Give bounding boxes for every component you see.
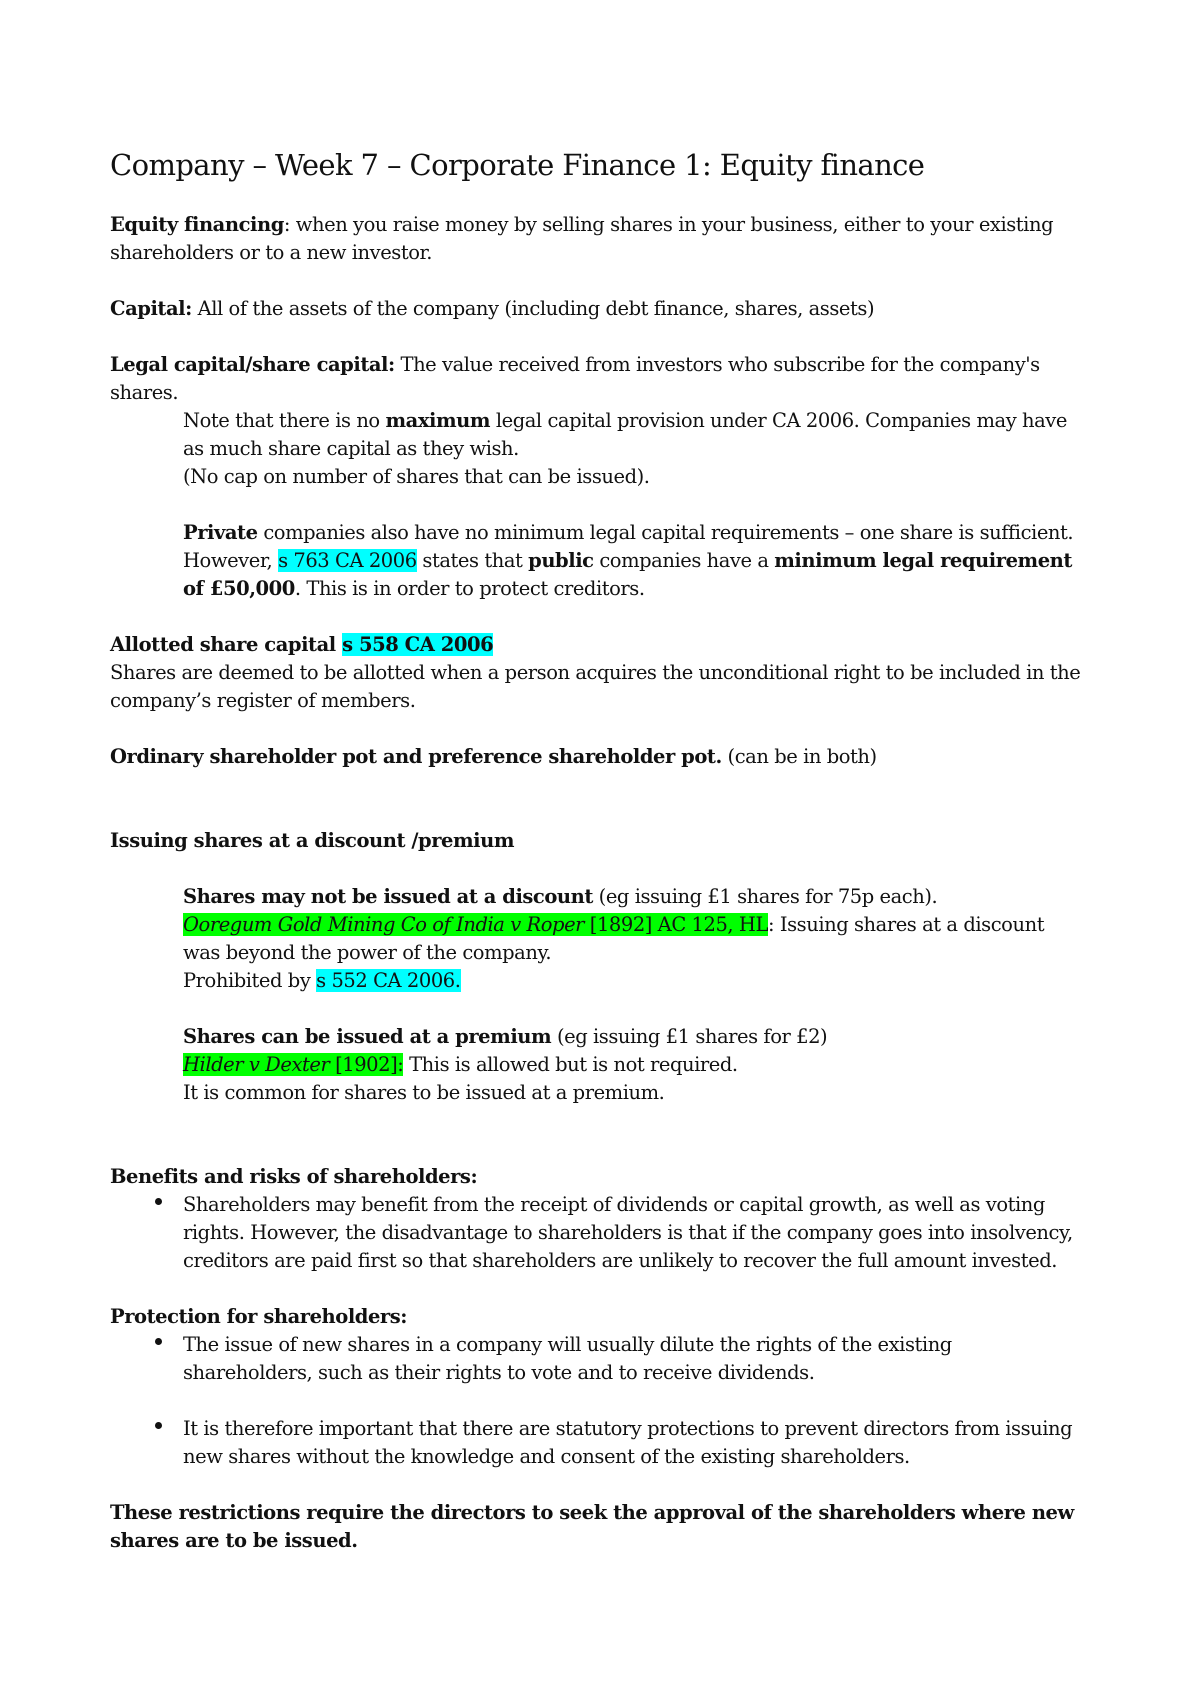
capital-line: [110, 295, 874, 323]
statute-citation-s763: s 763 CA 2006: [278, 549, 417, 572]
legal-capital-term: Legal capital/share capital:: [110, 353, 395, 376]
equity-financing-definition: : when you raise money by selling shares in your business, either to your existing: [283, 213, 1054, 236]
legal-note-line-3: (No cap on number of shares that can be issued).: [183, 465, 650, 488]
bullet-dot: [155, 1198, 162, 1205]
discount-rule: Shares may not be issued at a discount: [183, 885, 593, 908]
minimum-amount: of £50,000: [183, 577, 295, 600]
protection-bullet-1-line-2: shareholders, such as their rights to vote and to receive dividends.: [183, 1361, 815, 1384]
case-name-ooregum: Ooregum Gold Mining Co of India v Roper: [183, 913, 585, 936]
protection-heading: [110, 1303, 407, 1331]
restrictions-line-1: [110, 1499, 1074, 1527]
equity-financing-term: Equity financing: [110, 213, 284, 236]
hilder-case-line: [183, 1051, 738, 1079]
benefits-bullet-line-2: rights. However, the disadvantage to shareholders is that if the company goes into insolvency,: [183, 1221, 1073, 1244]
premium-common-line: It is common for shares to be issued at a premium.: [183, 1081, 665, 1104]
ordinary-pot-term: Ordinary shareholder pot and preference shareholder pot.: [110, 745, 722, 768]
issuing-heading: [110, 827, 514, 855]
bullet-dot: [155, 1422, 162, 1429]
legal-capital-line-1: [110, 351, 1040, 379]
allotted-term: Allotted share capital: [110, 633, 343, 656]
equity-financing-line-2: shareholders or to a new investor.: [110, 241, 432, 264]
capital-term: Capital:: [110, 297, 192, 320]
ooregum-holding: : Issuing shares at a discount: [767, 913, 1045, 936]
legal-note-text: legal capital provision under CA 2006. Companies may have: [490, 409, 1067, 432]
prohibited-line: [183, 967, 461, 995]
ooregum-case-line: [183, 911, 1044, 939]
private-text: . This is in order to protect creditors.: [294, 577, 645, 600]
legal-capital-definition: The value received from investors who subscribe for the company's: [394, 353, 1040, 376]
prohibited-text: Prohibited by: [183, 969, 317, 992]
legal-note-line-1: [183, 407, 1067, 435]
allotted-heading: [110, 631, 493, 659]
restrictions-text: These restrictions require the directors to seek the approval of the shareholders where new: [110, 1501, 1074, 1524]
issuing-heading-text: Issuing shares at a discount /premium: [110, 829, 515, 852]
protection-bullet-2-line-1: It is therefore important that there are statutory protections to prevent directors from issuing: [183, 1417, 1073, 1440]
legal-note-emphasis: maximum: [385, 409, 491, 432]
minimum-requirement-term: minimum legal requirement: [774, 549, 1072, 572]
ordinary-pot-line: [110, 743, 877, 771]
allotted-line-2: company’s register of members.: [110, 689, 416, 712]
ooregum-line-2: was beyond the power of the company.: [183, 941, 552, 964]
private-companies-line-3: [183, 575, 645, 603]
benefits-bullet-line-3: creditors are paid first so that shareholders are unlikely to recover the full amount invested.: [183, 1249, 1057, 1272]
hilder-holding: This is allowed but is not required.: [403, 1053, 738, 1076]
discount-line: [183, 883, 937, 911]
restrictions-text: shares are to be issued.: [110, 1529, 358, 1552]
private-text: companies have a: [593, 549, 775, 572]
case-citation-hilder: [183, 1053, 403, 1076]
equity-financing-line-1: [110, 211, 1053, 239]
premium-line: [183, 1023, 827, 1051]
ordinary-pot-note: (can be in both): [721, 745, 877, 768]
premium-example: (eg issuing £1 shares for £2): [551, 1025, 828, 1048]
private-companies-line-1: [183, 519, 1073, 547]
private-text: companies also have no minimum legal capital requirements – one share is sufficient.: [257, 521, 1074, 544]
allotted-line-1: Shares are deemed to be allotted when a person acquires the unconditional right to be included in the: [110, 661, 1081, 684]
protection-heading-text: Protection for shareholders:: [110, 1305, 408, 1328]
protection-bullet-2-line-2: new shares without the knowledge and consent of the existing shareholders.: [183, 1445, 910, 1468]
benefits-bullet-line-1: Shareholders may benefit from the receipt of dividends or capital growth, as well as voting: [183, 1193, 1045, 1216]
page-title: Company – Week 7 – Corporate Finance 1: Equity finance: [110, 148, 925, 182]
public-term: public: [528, 549, 594, 572]
case-name-hilder: Hilder v Dexter: [183, 1053, 330, 1076]
benefits-heading-text: Benefits and risks of shareholders:: [110, 1165, 478, 1188]
premium-rule: Shares can be issued at a premium: [183, 1025, 552, 1048]
legal-capital-line-2: shares.: [110, 381, 179, 404]
capital-definition: All of the assets of the company (including debt finance, shares, assets): [191, 297, 875, 320]
bullet-dot: [155, 1338, 162, 1345]
legal-note-line-2: as much share capital as they wish.: [183, 437, 519, 460]
protection-bullet-1-line-1: The issue of new shares in a company will usually dilute the rights of the existing: [183, 1333, 952, 1356]
private-text: states that: [416, 549, 529, 572]
discount-example: (eg issuing £1 shares for 75p each).: [592, 885, 938, 908]
private-companies-line-2: [183, 547, 1072, 575]
statute-citation-s552: s 552 CA 2006.: [316, 969, 461, 992]
benefits-heading: [110, 1163, 477, 1191]
private-text: However,: [183, 549, 279, 572]
case-reference-hilder: [1902]:: [329, 1053, 404, 1076]
statute-citation-s558: s 558 CA 2006: [342, 633, 494, 656]
legal-note-text: Note that there is no: [183, 409, 386, 432]
case-reference-ooregum: [1892] AC 125, HL: [584, 913, 768, 936]
private-term: Private: [183, 521, 258, 544]
restrictions-line-2: [110, 1527, 358, 1555]
case-citation-ooregum: [183, 913, 768, 936]
